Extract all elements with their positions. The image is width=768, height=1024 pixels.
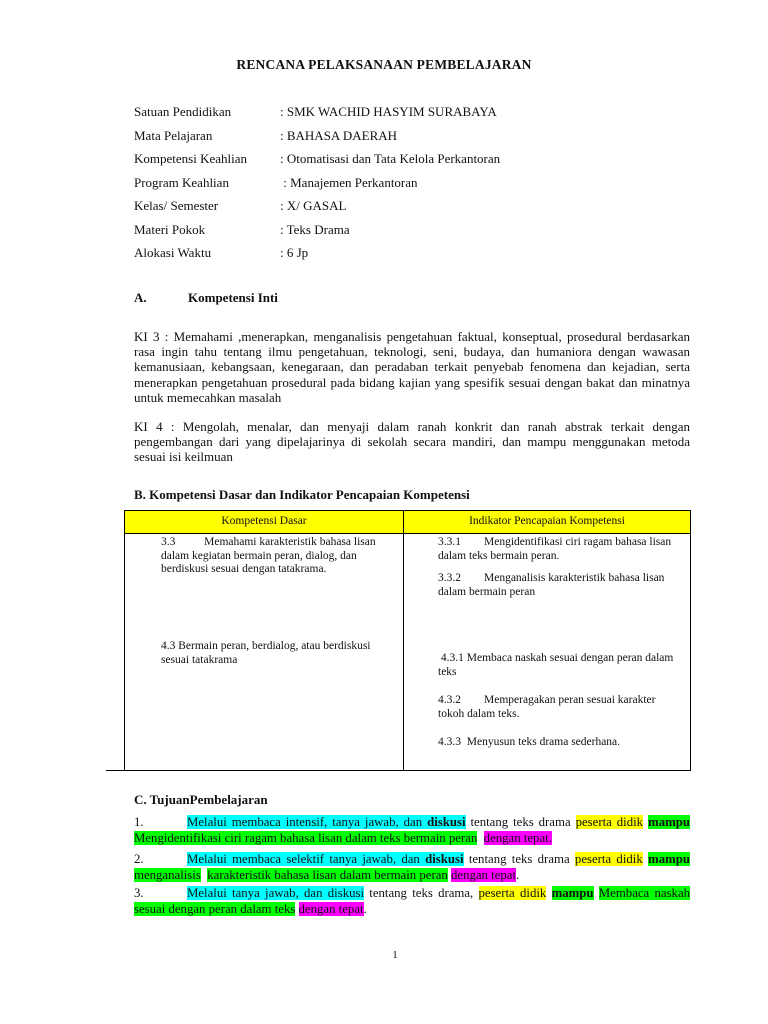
tujuan-number: 1. bbox=[134, 815, 144, 829]
info-key: Program Keahlian bbox=[134, 174, 229, 190]
tujuan-text: tentang teks drama bbox=[465, 815, 576, 829]
tujuan-criteria: dengan tepat. bbox=[483, 830, 552, 845]
tujuan-subject: peserta didik bbox=[575, 815, 644, 829]
tujuan-number: 3. bbox=[134, 886, 144, 900]
info-row bbox=[134, 174, 500, 198]
tujuan-period: . bbox=[363, 901, 367, 916]
header-indikator: Indikator Pencapaian Kompetensi bbox=[404, 511, 691, 534]
tujuan-criteria: dengan tepat bbox=[298, 901, 364, 916]
tujuan-text: tentang teks drama bbox=[463, 852, 575, 866]
page-number: 1 bbox=[392, 949, 398, 961]
info-value: : Otomatisasi dan Tata Kelola Perkantoran bbox=[280, 151, 501, 166]
tujuan-subject: peserta didik bbox=[574, 852, 643, 866]
tujuan-ability: mampu bbox=[551, 886, 594, 900]
section-a-letter: A. bbox=[134, 290, 147, 305]
kd-4-3: 4.3 Bermain peran, berdialog, atau berdiskusi sesuai tatakrama bbox=[161, 640, 371, 666]
tujuan-space bbox=[594, 886, 599, 900]
kd-3-3: 3.3 Memahami karakteristik bahasa lisan dalam kegiatan bermain peran, dialog, dan berdiskusi sesuai dengan tatakrama. bbox=[161, 536, 379, 575]
info-key: Kelas/ Semester bbox=[134, 198, 219, 213]
table-row bbox=[125, 534, 691, 771]
tujuan-space bbox=[477, 831, 483, 845]
section-b-heading: B. Kompetensi Dasar dan Indikator Pencapaian Kompetensi bbox=[134, 487, 470, 502]
info-key: Materi Pokok bbox=[134, 221, 206, 237]
section-a-heading bbox=[134, 290, 278, 306]
indicator-4-3-3: 4.3.3 Menyusun teks drama sederhana. bbox=[438, 736, 621, 748]
tujuan-space bbox=[546, 886, 551, 900]
ki3-paragraph: KI 3 : Memahami ,menerapkan, menganalisis pengetahuan faktual, konseptual, prosedural berdasarkan rasa ingin tahu tentang ilmu pengetahuan, teknologi, seni, budaya, dan humaniora dengan wawasan kemanusiaan, kebangsaan, kenegaraan, dan peradaban terkait penyebab fenomena dan kejadian, serta menerapkan pengetahuan prosedural pada bidang kajian yang spesifik sesuai dengan bakat dan minatnya untuk memecahkan masalah bbox=[134, 329, 690, 405]
indicator-4-3-1: 4.3.1 Membaca naskah sesuai dengan peran dalam teks bbox=[438, 652, 677, 678]
tujuan-item-1 bbox=[134, 815, 690, 846]
tujuan-ability: mampu bbox=[648, 815, 690, 829]
info-row bbox=[134, 244, 500, 268]
tujuan-objective: Mengidentifikasi ciri ragam bahasa lisan dalam teks bermain peran bbox=[134, 830, 478, 845]
section-a-title: Kompetensi Inti bbox=[188, 290, 278, 305]
tujuan-keyword: diskusi bbox=[425, 852, 464, 866]
indicator-4-3-2: 4.3.2 Memperagakan peran sesuai karakter tokoh dalam teks. bbox=[438, 694, 659, 720]
info-key: Kompetensi Keahlian bbox=[134, 151, 247, 166]
document-title: RENCANA PELAKSANAAN PEMBELAJARAN bbox=[236, 57, 532, 72]
tujuan-objective: karakteristik bahasa lisan dalam bermain peran bbox=[207, 867, 448, 882]
info-value: : 6 Jp bbox=[280, 245, 309, 260]
ki4-paragraph: KI 4 : Mengolah, menalar, dan menyaji dalam ranah konkrit dan ranah abstrak terkait dengan pengembangan dari yang dipelajarinya di sekolah secara mandiri, dan mampu menggunakan metoda sesuai isi keilmuan bbox=[134, 419, 690, 465]
indicator-cell bbox=[404, 534, 691, 771]
tujuan-number: 2. bbox=[134, 852, 144, 866]
info-value: : Manajemen Perkantoran bbox=[280, 174, 418, 190]
info-row bbox=[134, 221, 500, 245]
info-value: : BAHASA DAERAH bbox=[280, 127, 398, 143]
indicator-3-3-1: 3.3.1 Mengidentifikasi ciri ragam bahasa lisan dalam teks bermain peran. bbox=[438, 536, 675, 562]
tujuan-ability: mampu bbox=[648, 852, 690, 866]
tujuan-activity: Melalui membaca intensif, tanya jawab, dan bbox=[187, 815, 428, 829]
info-row bbox=[134, 103, 500, 127]
info-row bbox=[134, 197, 500, 221]
info-key: Alokasi Waktu bbox=[134, 245, 212, 260]
section-c-heading: C. TujuanPembelajaran bbox=[134, 792, 268, 807]
competency-table bbox=[124, 510, 691, 771]
info-key: Mata Pelajaran bbox=[134, 127, 213, 143]
table-left-rule bbox=[106, 770, 126, 771]
info-row bbox=[134, 150, 500, 174]
info-block bbox=[134, 103, 500, 268]
indicator-3-3-2: 3.3.2 Menganalisis karakteristik bahasa lisan dalam bermain peran bbox=[438, 572, 668, 598]
tujuan-period: . bbox=[516, 867, 520, 882]
tujuan-criteria: dengan tepat bbox=[451, 867, 517, 882]
tujuan-item-3 bbox=[134, 886, 690, 917]
tujuan-item-2 bbox=[134, 852, 690, 883]
info-value: : SMK WACHID HASYIM SURABAYA bbox=[280, 104, 497, 119]
kd-cell bbox=[125, 534, 404, 771]
tujuan-subject: peserta didik bbox=[478, 886, 547, 900]
header-kompetensi-dasar: Kompetensi Dasar bbox=[125, 511, 404, 534]
table-header-row bbox=[125, 511, 691, 534]
info-value: : X/ GASAL bbox=[280, 198, 347, 213]
tujuan-activity: Melalui membaca selektif tanya jawab, dan bbox=[187, 852, 426, 866]
tujuan-keyword: diskusi bbox=[427, 815, 466, 829]
info-row bbox=[134, 127, 500, 151]
info-value: : Teks Drama bbox=[280, 221, 350, 237]
tujuan-text: tentang teks drama, bbox=[364, 886, 479, 900]
tujuan-objective-verb: menganalisis bbox=[134, 867, 201, 882]
tujuan-activity: Melalui tanya jawab, dan diskusi bbox=[187, 886, 365, 900]
tujuan-objective: Membaca naskah sesuai dengan peran dalam teks bbox=[134, 886, 691, 916]
info-key: Satuan Pendidikan bbox=[134, 104, 232, 119]
